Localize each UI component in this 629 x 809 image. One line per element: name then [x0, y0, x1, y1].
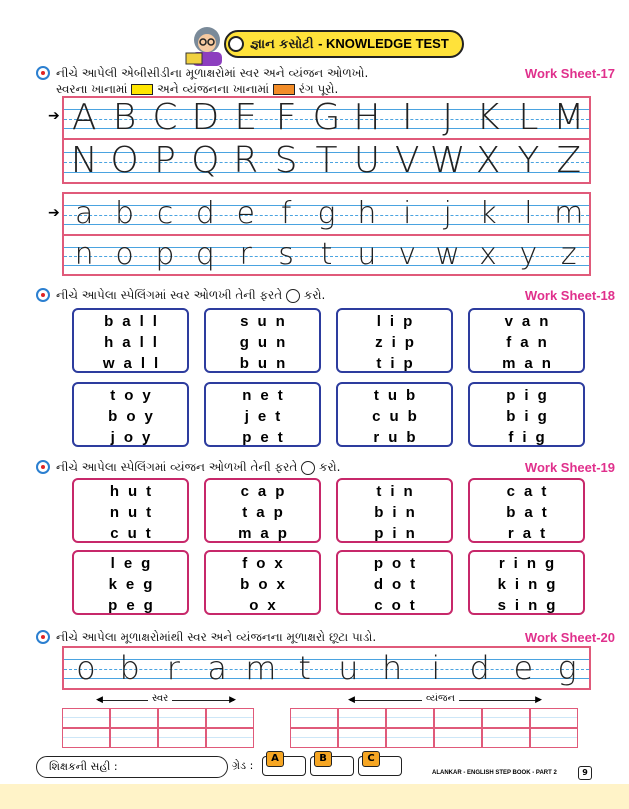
word[interactable]: fan: [506, 334, 556, 351]
word-box: [336, 382, 453, 447]
word[interactable]: dot: [373, 576, 425, 593]
letter: F: [275, 97, 297, 138]
word[interactable]: pet: [242, 429, 292, 446]
letter: W: [429, 140, 466, 181]
letter: m: [554, 196, 584, 231]
letter: g: [557, 649, 577, 687]
letter: V: [394, 140, 420, 181]
letter: o: [115, 237, 134, 272]
letter: z: [560, 237, 577, 272]
word[interactable]: tub: [373, 387, 425, 404]
word[interactable]: big: [506, 408, 556, 425]
signature-field[interactable]: [36, 756, 228, 778]
arrow-icon: ➔: [48, 205, 60, 221]
word-box: [336, 478, 453, 543]
book-title: ALANKAR - ENGLISH STEP BOOK - PART 2: [432, 770, 557, 776]
vowel-label-row: ◀ ▶ સ્વર: [96, 693, 236, 705]
letter: c: [156, 196, 174, 231]
word[interactable]: king: [497, 576, 565, 593]
word[interactable]: lip: [376, 313, 422, 330]
word[interactable]: keg: [108, 576, 162, 593]
answer-cell[interactable]: [434, 728, 482, 748]
word[interactable]: bun: [239, 355, 295, 372]
ruled-row-lower-2: [62, 236, 591, 276]
word[interactable]: cot: [374, 597, 424, 614]
letter: i: [403, 196, 412, 231]
ws17-instruction-line1: નીચે આપેલી એબીસીડીના મૂળાક્ષરોમાં સ્વર અને વ્યંજન ઓળખો.: [56, 66, 369, 80]
answer-cell[interactable]: [386, 708, 434, 728]
word[interactable]: cat: [506, 483, 556, 500]
letter: p: [155, 237, 175, 272]
letter: r: [166, 649, 180, 687]
word[interactable]: cub: [372, 408, 426, 425]
letter: Z: [556, 140, 582, 181]
ws18-instruction: નીચે આપેલા સ્પેલિંગમાં સ્વર ઓળખી તેની ફરતે કરો.: [56, 288, 326, 302]
letter: q: [195, 237, 215, 272]
header-banner: [184, 24, 464, 62]
letter: S: [274, 140, 298, 181]
letter: u: [357, 237, 377, 272]
letter: v: [398, 237, 417, 272]
letter: o: [76, 649, 96, 687]
letter: N: [70, 140, 98, 181]
consonant-label: વ્યંજન: [422, 693, 459, 704]
grade-c-box[interactable]: [358, 753, 402, 776]
letter: O: [110, 140, 139, 181]
word-box: [204, 550, 321, 615]
letter: B: [112, 97, 137, 138]
word[interactable]: wall: [102, 355, 168, 372]
letter: d: [195, 196, 215, 231]
letter: R: [233, 140, 259, 181]
word-box: [468, 308, 585, 373]
word[interactable]: zip: [375, 334, 423, 351]
answer-cell[interactable]: [338, 708, 386, 728]
grade-label: ગ્રેડ :: [232, 759, 254, 772]
word-box: [336, 308, 453, 373]
answer-cell[interactable]: [482, 728, 530, 748]
ruled-row-upper-2: [62, 140, 591, 184]
letter: D: [191, 97, 220, 138]
ws18-label: Work Sheet-18: [524, 288, 615, 303]
letter: E: [234, 97, 258, 138]
answer-cell[interactable]: [530, 728, 578, 748]
grade-badge-icon: B: [314, 751, 332, 767]
word-box: [72, 550, 189, 615]
word[interactable]: bat: [506, 504, 556, 521]
letter: Y: [517, 140, 540, 181]
word[interactable]: peg: [108, 597, 162, 614]
letter: m: [245, 649, 277, 687]
ruled-row-upper-1: [62, 96, 591, 140]
grade-b-box[interactable]: [310, 753, 354, 776]
word[interactable]: ox: [249, 597, 285, 614]
answer-cell[interactable]: [338, 728, 386, 748]
letter: t: [320, 237, 333, 272]
word[interactable]: nut: [109, 504, 161, 521]
ruled-row-ws20: [62, 646, 591, 690]
word[interactable]: hut: [109, 483, 161, 500]
bullet-icon: [36, 66, 50, 80]
word-box: [204, 382, 321, 447]
word[interactable]: gun: [239, 334, 295, 351]
ruled-row-lower-1: [62, 192, 591, 236]
title-dot-icon: [228, 36, 244, 52]
letter: x: [479, 237, 497, 272]
letter: h: [381, 649, 403, 687]
word[interactable]: toy: [110, 387, 160, 404]
word[interactable]: joy: [110, 429, 160, 446]
word[interactable]: pin: [374, 525, 424, 542]
letter: k: [479, 196, 497, 231]
answer-cell[interactable]: [158, 708, 206, 728]
letter: b: [119, 649, 140, 687]
letter: I: [401, 97, 413, 138]
word-box: [72, 478, 189, 543]
word[interactable]: rub: [373, 429, 425, 446]
word[interactable]: pig: [506, 387, 556, 404]
answer-cell[interactable]: [110, 708, 158, 728]
ws19-label: Work Sheet-19: [524, 460, 615, 475]
letter: i: [431, 649, 441, 687]
word[interactable]: jet: [244, 408, 290, 425]
word[interactable]: box: [240, 576, 294, 593]
word[interactable]: tap: [242, 504, 292, 521]
letter: h: [357, 196, 377, 231]
word[interactable]: van: [504, 313, 558, 330]
word[interactable]: tip: [376, 355, 422, 372]
circle-icon: [301, 461, 315, 475]
letter: d: [469, 649, 490, 687]
answer-cell[interactable]: [482, 708, 530, 728]
answer-cell[interactable]: [110, 728, 158, 748]
word-box: [72, 382, 189, 447]
ws20-instruction: નીચે આપેલા મૂળાક્ષરોમાંથી સ્વર અને વ્યંજનના મૂળાક્ષરો છૂટા પાડો.: [56, 630, 377, 644]
letter: g: [317, 196, 336, 231]
letter: X: [475, 140, 501, 181]
header-title: જ્ઞાન કસોટી - KNOWLEDGE TEST: [250, 36, 449, 52]
letter: Q: [191, 140, 220, 181]
letter: b: [115, 196, 135, 231]
answer-cell[interactable]: [434, 708, 482, 728]
word[interactable]: rat: [507, 525, 555, 542]
bullet-icon: [36, 460, 50, 474]
circle-icon: [286, 289, 300, 303]
letter: u: [338, 649, 359, 687]
word[interactable]: net: [242, 387, 292, 404]
word-box: [204, 308, 321, 373]
word-box: [468, 382, 585, 447]
letter: G: [312, 97, 341, 138]
word[interactable]: fig: [508, 429, 554, 446]
answer-cell[interactable]: [290, 728, 338, 748]
word-box: [336, 550, 453, 615]
word[interactable]: ring: [498, 555, 564, 572]
arrow-icon: ➔: [48, 108, 60, 124]
word[interactable]: sun: [240, 313, 294, 330]
ws17-instruction-line2: સ્વરના ખાનામાં અને વ્યંજનના ખાનામાં રંગ પૂરો.: [56, 82, 339, 96]
letter: n: [74, 237, 94, 272]
word[interactable]: boy: [108, 408, 162, 425]
signature-label: શિક્ષકની સહી :: [49, 760, 118, 773]
word[interactable]: tin: [376, 483, 422, 500]
letter: e: [513, 649, 534, 687]
ws20-label: Work Sheet-20: [524, 630, 615, 645]
letter: a: [207, 649, 227, 687]
answer-cell[interactable]: [206, 728, 254, 748]
letter: L: [518, 97, 539, 138]
word[interactable]: fox: [242, 555, 292, 572]
grade-badge-icon: C: [362, 751, 380, 767]
word[interactable]: cut: [110, 525, 160, 542]
grade-a-box[interactable]: [262, 753, 306, 776]
letter: t: [298, 649, 311, 687]
letter: U: [353, 140, 381, 181]
page-number: 9: [578, 766, 592, 780]
letter: a: [74, 196, 94, 231]
letter: f: [280, 196, 292, 231]
ws19-instruction: નીચે આપેલા સ્પેલિંગમાં વ્યંજન ઓળખી તેની ફરતે કરો.: [56, 460, 341, 474]
letter: e: [236, 196, 255, 231]
grade-badge-icon: A: [266, 751, 284, 767]
letter: M: [553, 97, 585, 138]
letter: s: [278, 237, 294, 272]
consonant-label-row: ◀ ▶ વ્યંજન: [348, 693, 542, 705]
letter: A: [71, 97, 97, 138]
word[interactable]: man: [502, 355, 560, 372]
letter: H: [353, 97, 381, 138]
letter: P: [154, 140, 176, 181]
word-box: [204, 478, 321, 543]
orange-swatch: [273, 84, 295, 95]
bullet-icon: [36, 630, 50, 644]
answer-cell[interactable]: [62, 708, 110, 728]
letter: j: [443, 196, 452, 231]
answer-cell[interactable]: [530, 708, 578, 728]
bullet-icon: [36, 288, 50, 302]
letter: K: [476, 97, 500, 138]
letter: r: [239, 237, 252, 272]
answer-cell[interactable]: [386, 728, 434, 748]
ws17-label: Work Sheet-17: [524, 66, 615, 81]
word[interactable]: leg: [110, 555, 160, 572]
vowel-label: સ્વર: [148, 693, 172, 704]
word-box: [468, 478, 585, 543]
letter: w: [435, 237, 460, 272]
word[interactable]: sing: [497, 597, 565, 614]
yellow-swatch: [131, 84, 153, 95]
letter: J: [442, 97, 453, 138]
word-box: [72, 308, 189, 373]
word[interactable]: pot: [373, 555, 425, 572]
letter: C: [152, 97, 178, 138]
word[interactable]: cap: [240, 483, 294, 500]
letter: y: [519, 237, 538, 272]
letter: T: [315, 140, 338, 181]
answer-cell[interactable]: [62, 728, 110, 748]
word[interactable]: map: [238, 525, 296, 542]
word-box: [468, 550, 585, 615]
page-bottom-band: [0, 784, 629, 809]
word[interactable]: ball: [104, 313, 166, 330]
letter: l: [524, 196, 533, 231]
word[interactable]: hall: [104, 334, 166, 351]
word[interactable]: bin: [374, 504, 424, 521]
answer-cell[interactable]: [206, 708, 254, 728]
answer-cell[interactable]: [290, 708, 338, 728]
answer-cell[interactable]: [158, 728, 206, 748]
